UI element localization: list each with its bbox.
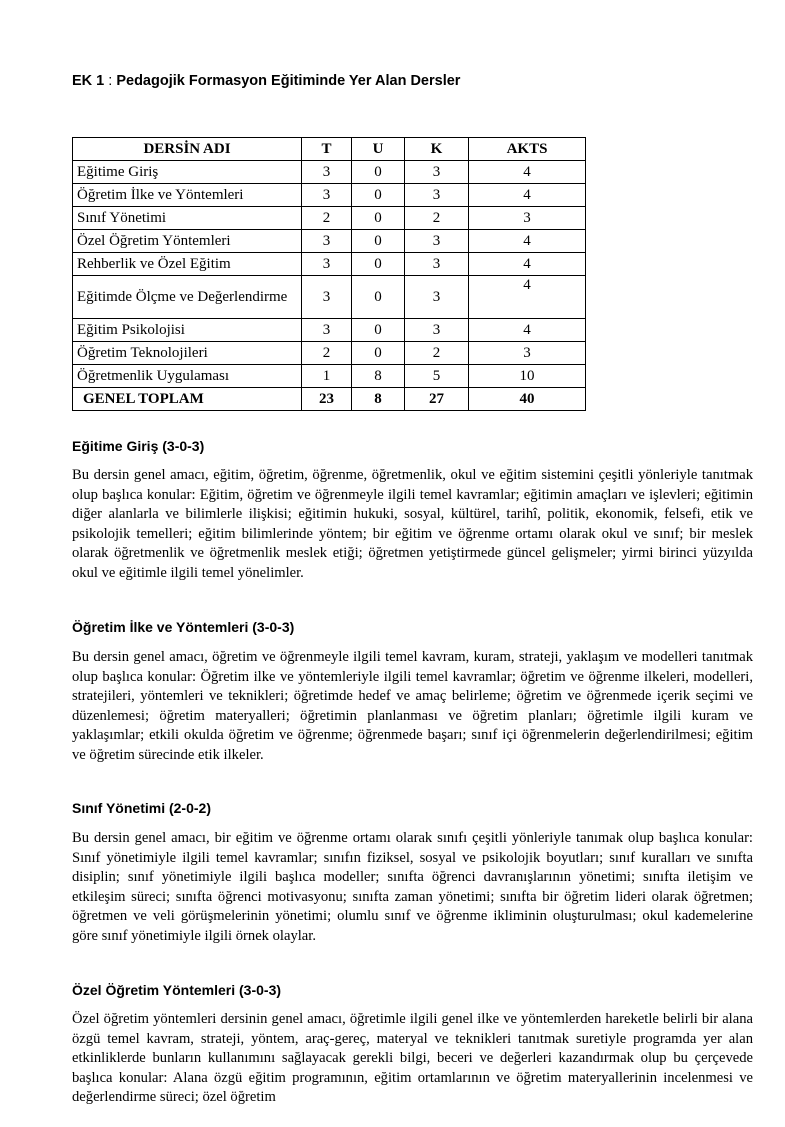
course-akts: 4 xyxy=(469,230,586,253)
course-akts: 4 xyxy=(469,319,586,342)
course-name: Eğitimde Ölçme ve Değerlendirme xyxy=(73,276,302,319)
course-u: 0 xyxy=(352,342,405,365)
table-row xyxy=(73,365,586,388)
courses-table xyxy=(72,137,586,411)
table-row xyxy=(73,319,586,342)
course-u: 0 xyxy=(352,276,405,319)
course-u: 0 xyxy=(352,161,405,184)
total-akts: 40 xyxy=(469,388,586,411)
course-k: 3 xyxy=(405,253,469,276)
table-total-row xyxy=(73,388,586,411)
table-row xyxy=(73,184,586,207)
course-k: 3 xyxy=(405,276,469,319)
course-akts: 4 xyxy=(469,184,586,207)
course-name: Sınıf Yönetimi xyxy=(73,207,302,230)
section-title: Sınıf Yönetimi (2-0-2) xyxy=(72,800,211,816)
section-title: Eğitime Giriş (3-0-3) xyxy=(72,438,205,454)
table-row xyxy=(73,230,586,253)
course-k: 2 xyxy=(405,207,469,230)
course-u: 0 xyxy=(352,184,405,207)
total-t: 23 xyxy=(302,388,352,411)
course-u: 0 xyxy=(352,319,405,342)
course-name: Özel Öğretim Yöntemleri xyxy=(73,230,302,253)
course-t: 3 xyxy=(302,319,352,342)
course-u: 0 xyxy=(352,207,405,230)
header-t: T xyxy=(302,138,352,161)
header-k: K xyxy=(405,138,469,161)
course-t: 3 xyxy=(302,230,352,253)
table-row xyxy=(73,276,586,319)
course-t: 3 xyxy=(302,253,352,276)
course-u: 8 xyxy=(352,365,405,388)
section-body: Bu dersin genel amacı, öğretim ve öğrenmeyle ilgili temel kavram, kuram, strateji, yaklaşım ve modelleri tanıtmak olup başlıca konular: Öğretim ilke ve yöntemleriyle ilgili temel kavramlar; öğretim ve öğrenme ilkeleri, modelleri, stratejileri, yöntemleri ve teknikleri; öğretimde hedef ve amaç belirleme; öğretim ve öğrenmede içerik seçimi ve düzenlemesi; öğretim materyalleri; öğretimin planlanması ve öğretim planları; öğretimle ilgili kuram ve yaklaşımlar; etkili okulda öğretim ve öğrenme; öğrenmede başarı; sınıf içi öğrenmelerin değerlendirilmesi; eğitim ve öğretim sürecinde etik ilkeler. xyxy=(72,649,753,763)
course-name: Öğretim Teknolojileri xyxy=(73,342,302,365)
course-k: 5 xyxy=(405,365,469,388)
section-title: Özel Öğretim Yöntemleri (3-0-3) xyxy=(72,982,282,998)
course-t: 3 xyxy=(302,161,352,184)
table-row xyxy=(73,161,586,184)
table-row xyxy=(73,253,586,276)
course-akts: 4 xyxy=(469,161,586,184)
course-t: 2 xyxy=(302,342,352,365)
table-header-row xyxy=(73,138,586,161)
course-t: 2 xyxy=(302,207,352,230)
course-name: Öğretim İlke ve Yöntemleri xyxy=(73,184,302,207)
section-body: Bu dersin genel amacı, eğitim, öğretim, öğrenme, öğretmenlik, okul ve eğitim sistemini çeşitli yönleriyle tanıtmak olup başlıca konular: Eğitim, öğretim ve öğrenmeyle ilgili temel kavramlar; eğitimin amaçları ve işlevleri; eğitimin diğer alanlarla ve bilimlerle ilişkisi; eğitimin hukuki, sosyal, kültürel, tarihî, politik, ekonomik, felsefi, etik ve psikolojik temelleri; eğitim bilimlerinde yöntem; bir eğitim ve öğrenme ortamı olarak okul ve sınıf; bir meslek olarak öğretmenlik ve öğretmenlik meslek etiği; öğretmen yetiştirmede güncel gelişmeler; yirmi birinci yüzyılda okul ve eğitimle ilgili temel yönelimler. xyxy=(72,467,753,581)
course-k: 3 xyxy=(405,230,469,253)
title-separator: : xyxy=(104,73,117,89)
course-akts: 10 xyxy=(469,365,586,388)
section-body: Bu dersin genel amacı, bir eğitim ve öğrenme ortamı olarak sınıfı çeşitli yönleriyle tanımak olup başlıca konular: Sınıf yönetimiyle ilgili temel kavramlar; sınıfın fiziksel, sosyal ve psikolojik boyutları; sınıf kuralları ve sınıfta disiplin; sınıf yönetimiyle ilgili başlıca modeller; sınıfta öğrenci davranışlarının yönetimi; sınıfta iletişim ve etkileşim süreci; sınıfta öğrenci motivasyonu; sınıfta zaman yönetimi; sınıfta bir öğretim lideri olarak öğretmen; öğretmen ve veli görüşmelerinin yönetimi; olumlu sınıf ve öğrenme ikliminin oluşturulması; okul kademelerine göre sınıf yönetimiyle ilgili örnek olaylar. xyxy=(72,830,753,944)
course-akts: 4 xyxy=(469,276,586,319)
header-course-name: DERSİN ADI xyxy=(73,138,302,161)
course-k: 3 xyxy=(405,161,469,184)
header-akts: AKTS xyxy=(469,138,586,161)
course-akts: 4 xyxy=(469,253,586,276)
total-k: 27 xyxy=(405,388,469,411)
header-u: U xyxy=(352,138,405,161)
total-u: 8 xyxy=(352,388,405,411)
table-row xyxy=(73,207,586,230)
course-u: 0 xyxy=(352,253,405,276)
course-akts: 3 xyxy=(469,207,586,230)
course-t: 3 xyxy=(302,276,352,319)
course-k: 3 xyxy=(405,319,469,342)
course-k: 3 xyxy=(405,184,469,207)
table-row xyxy=(73,342,586,365)
course-name: Eğitim Psikolojisi xyxy=(73,319,302,342)
course-t: 1 xyxy=(302,365,352,388)
document-title xyxy=(72,73,460,89)
section-title: Öğretim İlke ve Yöntemleri (3-0-3) xyxy=(72,619,295,635)
course-name: Eğitime Giriş xyxy=(73,161,302,184)
section-body: Özel öğretim yöntemleri dersinin genel amacı, öğretimle ilgili genel ilke ve yöntemlerden hareketle belirli bir alana özgü temel kavram, strateji, yöntem, araç-gereç, materyal ve teknikleri tanıtmak suretiyle programda yer alan etkinliklerde bunların kullanımını sağlayacak gerekli bilgi, beceri ve değerleri kazandırmak olup bu çerçevede başlıca konular: Alana özgü eğitim programının, eğitim ortamlarının ve öğretim materyallerinin incelenmesi ve değerlendirme süreci; özel öğretim xyxy=(72,1011,753,1105)
title-prefix: EK 1 xyxy=(72,73,105,89)
course-name: Rehberlik ve Özel Eğitim xyxy=(73,253,302,276)
course-name: Öğretmenlik Uygulaması xyxy=(73,365,302,388)
course-t: 3 xyxy=(302,184,352,207)
course-u: 0 xyxy=(352,230,405,253)
total-label: GENEL TOPLAM xyxy=(73,388,302,411)
title-text: Pedagojik Formasyon Eğitiminde Yer Alan Dersler xyxy=(116,73,461,89)
course-akts: 3 xyxy=(469,342,586,365)
course-k: 2 xyxy=(405,342,469,365)
